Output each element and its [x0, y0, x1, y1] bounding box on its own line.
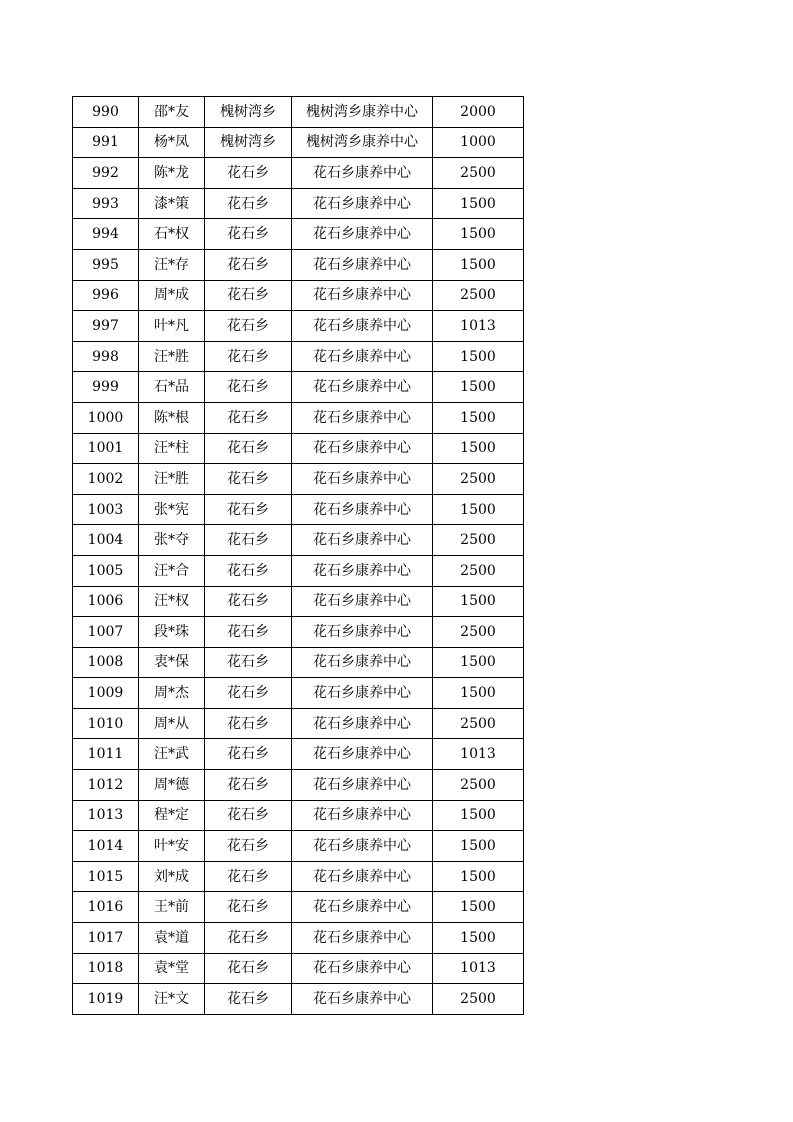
- data-table: [72, 96, 524, 1015]
- cell-care-center: 花石乡康养中心: [292, 372, 433, 403]
- cell-name: 周*从: [139, 708, 205, 739]
- cell-name: 陈*根: [139, 402, 205, 433]
- table-row: [73, 464, 524, 495]
- cell-name: 陈*龙: [139, 158, 205, 189]
- cell-township: 花石乡: [205, 892, 292, 923]
- cell-care-center: 花石乡康养中心: [292, 555, 433, 586]
- cell-township: 槐树湾乡: [205, 97, 292, 128]
- table-row: [73, 127, 524, 158]
- table-row: [73, 984, 524, 1015]
- cell-number: 995: [73, 249, 139, 280]
- cell-number: 1002: [73, 464, 139, 495]
- cell-name: 汪*文: [139, 984, 205, 1015]
- cell-township: 花石乡: [205, 402, 292, 433]
- cell-township: 花石乡: [205, 433, 292, 464]
- cell-township: 花石乡: [205, 555, 292, 586]
- cell-number: 990: [73, 97, 139, 128]
- table-row: [73, 97, 524, 128]
- cell-township: 花石乡: [205, 341, 292, 372]
- cell-name: 周*杰: [139, 678, 205, 709]
- cell-care-center: 槐树湾乡康养中心: [292, 127, 433, 158]
- cell-amount: 1500: [433, 188, 524, 219]
- cell-number: 994: [73, 219, 139, 250]
- cell-care-center: 花石乡康养中心: [292, 402, 433, 433]
- cell-care-center: 花石乡康养中心: [292, 861, 433, 892]
- cell-amount: 1500: [433, 892, 524, 923]
- cell-name: 汪*胜: [139, 464, 205, 495]
- cell-number: 1003: [73, 494, 139, 525]
- cell-care-center: 花石乡康养中心: [292, 800, 433, 831]
- cell-township: 花石乡: [205, 770, 292, 801]
- cell-name: 段*珠: [139, 617, 205, 648]
- table-row: [73, 800, 524, 831]
- cell-township: 花石乡: [205, 188, 292, 219]
- cell-name: 邵*友: [139, 97, 205, 128]
- table-row: [73, 617, 524, 648]
- cell-care-center: 花石乡康养中心: [292, 617, 433, 648]
- cell-amount: 2500: [433, 555, 524, 586]
- cell-township: 花石乡: [205, 861, 292, 892]
- cell-amount: 1500: [433, 494, 524, 525]
- cell-care-center: 花石乡康养中心: [292, 770, 433, 801]
- cell-amount: 1000: [433, 127, 524, 158]
- cell-township: 花石乡: [205, 525, 292, 556]
- cell-care-center: 花石乡康养中心: [292, 586, 433, 617]
- cell-care-center: 花石乡康养中心: [292, 341, 433, 372]
- cell-amount: 1013: [433, 311, 524, 342]
- cell-number: 993: [73, 188, 139, 219]
- cell-care-center: 槐树湾乡康养中心: [292, 97, 433, 128]
- cell-township: 花石乡: [205, 586, 292, 617]
- cell-township: 花石乡: [205, 494, 292, 525]
- cell-township: 花石乡: [205, 831, 292, 862]
- cell-care-center: 花石乡康养中心: [292, 984, 433, 1015]
- cell-amount: 1500: [433, 433, 524, 464]
- cell-amount: 1500: [433, 249, 524, 280]
- cell-care-center: 花石乡康养中心: [292, 923, 433, 954]
- table-row: [73, 433, 524, 464]
- cell-number: 1014: [73, 831, 139, 862]
- table-row: [73, 739, 524, 770]
- cell-name: 汪*存: [139, 249, 205, 280]
- cell-number: 1019: [73, 984, 139, 1015]
- table-row: [73, 280, 524, 311]
- cell-name: 叶*凡: [139, 311, 205, 342]
- cell-amount: 1500: [433, 861, 524, 892]
- cell-care-center: 花石乡康养中心: [292, 311, 433, 342]
- cell-care-center: 花石乡康养中心: [292, 464, 433, 495]
- cell-care-center: 花石乡康养中心: [292, 953, 433, 984]
- cell-amount: 2500: [433, 617, 524, 648]
- cell-name: 张*宪: [139, 494, 205, 525]
- table-row: [73, 249, 524, 280]
- cell-number: 1012: [73, 770, 139, 801]
- cell-care-center: 花石乡康养中心: [292, 892, 433, 923]
- cell-township: 花石乡: [205, 280, 292, 311]
- table-row: [73, 647, 524, 678]
- cell-township: 花石乡: [205, 708, 292, 739]
- cell-township: 花石乡: [205, 249, 292, 280]
- cell-number: 1004: [73, 525, 139, 556]
- cell-township: 花石乡: [205, 647, 292, 678]
- table-body: [73, 97, 524, 1015]
- table-row: [73, 586, 524, 617]
- cell-township: 花石乡: [205, 464, 292, 495]
- cell-number: 1010: [73, 708, 139, 739]
- table-row: [73, 892, 524, 923]
- cell-number: 1016: [73, 892, 139, 923]
- cell-township: 花石乡: [205, 219, 292, 250]
- cell-number: 1011: [73, 739, 139, 770]
- table-row: [73, 158, 524, 189]
- cell-number: 1001: [73, 433, 139, 464]
- cell-amount: 2500: [433, 984, 524, 1015]
- table-row: [73, 311, 524, 342]
- cell-number: 999: [73, 372, 139, 403]
- cell-amount: 2500: [433, 770, 524, 801]
- cell-amount: 1500: [433, 831, 524, 862]
- cell-name: 石*权: [139, 219, 205, 250]
- cell-name: 叶*安: [139, 831, 205, 862]
- cell-amount: 2500: [433, 525, 524, 556]
- table-row: [73, 494, 524, 525]
- cell-care-center: 花石乡康养中心: [292, 678, 433, 709]
- cell-number: 1017: [73, 923, 139, 954]
- cell-amount: 1500: [433, 586, 524, 617]
- cell-number: 1018: [73, 953, 139, 984]
- cell-name: 周*德: [139, 770, 205, 801]
- cell-care-center: 花石乡康养中心: [292, 249, 433, 280]
- cell-number: 1013: [73, 800, 139, 831]
- cell-name: 汪*柱: [139, 433, 205, 464]
- cell-name: 杨*凤: [139, 127, 205, 158]
- cell-amount: 1500: [433, 800, 524, 831]
- table-row: [73, 831, 524, 862]
- cell-number: 1009: [73, 678, 139, 709]
- cell-number: 1006: [73, 586, 139, 617]
- table-row: [73, 770, 524, 801]
- cell-number: 991: [73, 127, 139, 158]
- cell-care-center: 花石乡康养中心: [292, 494, 433, 525]
- cell-amount: 2500: [433, 464, 524, 495]
- cell-number: 1005: [73, 555, 139, 586]
- table-row: [73, 678, 524, 709]
- cell-amount: 2500: [433, 708, 524, 739]
- cell-care-center: 花石乡康养中心: [292, 739, 433, 770]
- cell-name: 周*成: [139, 280, 205, 311]
- cell-township: 花石乡: [205, 311, 292, 342]
- cell-township: 花石乡: [205, 984, 292, 1015]
- table-row: [73, 923, 524, 954]
- cell-amount: 2500: [433, 158, 524, 189]
- cell-care-center: 花石乡康养中心: [292, 219, 433, 250]
- cell-number: 992: [73, 158, 139, 189]
- cell-name: 汪*胜: [139, 341, 205, 372]
- cell-name: 汪*武: [139, 739, 205, 770]
- cell-township: 槐树湾乡: [205, 127, 292, 158]
- cell-township: 花石乡: [205, 372, 292, 403]
- cell-care-center: 花石乡康养中心: [292, 158, 433, 189]
- cell-number: 1015: [73, 861, 139, 892]
- cell-name: 石*品: [139, 372, 205, 403]
- cell-name: 漆*策: [139, 188, 205, 219]
- cell-amount: 1500: [433, 372, 524, 403]
- table-row: [73, 402, 524, 433]
- table-row: [73, 372, 524, 403]
- cell-name: 程*定: [139, 800, 205, 831]
- table-row: [73, 525, 524, 556]
- cell-care-center: 花石乡康养中心: [292, 708, 433, 739]
- cell-name: 衷*保: [139, 647, 205, 678]
- cell-care-center: 花石乡康养中心: [292, 433, 433, 464]
- cell-name: 袁*堂: [139, 953, 205, 984]
- cell-amount: 1500: [433, 402, 524, 433]
- cell-name: 王*前: [139, 892, 205, 923]
- cell-township: 花石乡: [205, 617, 292, 648]
- cell-amount: 2000: [433, 97, 524, 128]
- cell-township: 花石乡: [205, 739, 292, 770]
- table-row: [73, 341, 524, 372]
- cell-care-center: 花石乡康养中心: [292, 647, 433, 678]
- cell-amount: 1500: [433, 341, 524, 372]
- cell-care-center: 花石乡康养中心: [292, 831, 433, 862]
- cell-number: 1000: [73, 402, 139, 433]
- cell-amount: 1500: [433, 923, 524, 954]
- cell-care-center: 花石乡康养中心: [292, 188, 433, 219]
- cell-amount: 1500: [433, 678, 524, 709]
- cell-name: 汪*权: [139, 586, 205, 617]
- cell-amount: 1013: [433, 739, 524, 770]
- table-row: [73, 219, 524, 250]
- cell-township: 花石乡: [205, 158, 292, 189]
- cell-amount: 1500: [433, 647, 524, 678]
- cell-number: 1007: [73, 617, 139, 648]
- table-row: [73, 953, 524, 984]
- cell-number: 996: [73, 280, 139, 311]
- cell-care-center: 花石乡康养中心: [292, 525, 433, 556]
- cell-township: 花石乡: [205, 953, 292, 984]
- cell-amount: 1500: [433, 219, 524, 250]
- cell-name: 张*夺: [139, 525, 205, 556]
- cell-amount: 1013: [433, 953, 524, 984]
- cell-number: 997: [73, 311, 139, 342]
- cell-name: 汪*合: [139, 555, 205, 586]
- table-row: [73, 188, 524, 219]
- cell-care-center: 花石乡康养中心: [292, 280, 433, 311]
- cell-number: 1008: [73, 647, 139, 678]
- cell-township: 花石乡: [205, 800, 292, 831]
- cell-name: 刘*成: [139, 861, 205, 892]
- cell-number: 998: [73, 341, 139, 372]
- cell-name: 袁*道: [139, 923, 205, 954]
- cell-amount: 2500: [433, 280, 524, 311]
- table-row: [73, 555, 524, 586]
- table-row: [73, 708, 524, 739]
- table-row: [73, 861, 524, 892]
- cell-township: 花石乡: [205, 678, 292, 709]
- cell-township: 花石乡: [205, 923, 292, 954]
